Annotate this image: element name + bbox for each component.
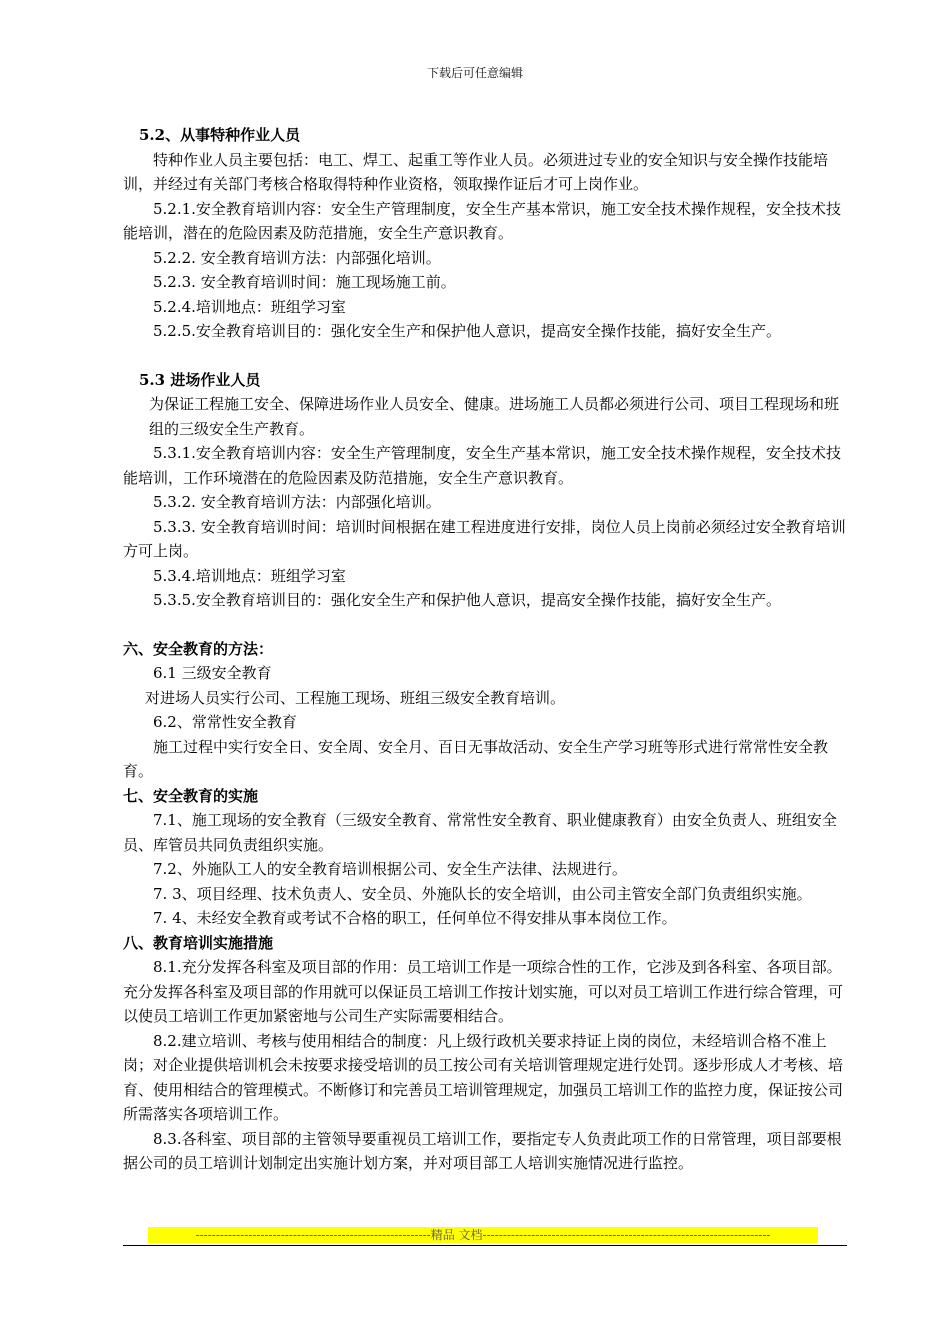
paragraph: 6.1 三级安全教育 — [153, 664, 272, 682]
paragraph: 7. 4、未经安全教育或考试不合格的职工，任何单位不得安排从事本岗位工作。 — [153, 909, 677, 927]
paragraph: 5.3.3. 安全教育培训时间：培训时间根据在建工程进度进行安排，岗位人员上岗前必须经过安全教育培训方可上岗。 — [123, 517, 846, 560]
section-heading: 七、安全教育的实施 — [123, 786, 259, 805]
paragraph: 8.1.充分发挥各科室及项目部的作用：员工培训工作是一项综合性的工作，它涉及到各科室、各项目部。充分发挥各科室及项目部的作用就可以保证员工培训工作按计划实施，可以对员工培训工作进行综合管理，可以使员工培训工作更加紧密地与公司生产实际需要相结合。 — [123, 958, 844, 1025]
paragraph: 为保证工程施工安全、保障进场作业人员安全、健康。进场施工人员都必须进行公司、项目工程现场和班组的三级安全生产教育。 — [149, 395, 840, 438]
paragraph: 5.2.1.安全教育培训内容：安全生产管理制度，安全生产基本常识，施工安全技术操作规程，安全技术技能培训，潜在的危险因素及防范措施，安全生产意识教育。 — [123, 199, 841, 242]
paragraph: 7.1、施工现场的安全教育（三级安全教育、常常性安全教育、职业健康教育）由安全负责人、班组安全员、库管员共同负责组织实施。 — [123, 811, 837, 854]
section-heading: 八、教育培训实施措施 — [123, 933, 274, 952]
footer-rule — [123, 1245, 847, 1246]
paragraph: 对进场人员实行公司、工程施工现场、班组三级安全教育培训。 — [145, 688, 566, 707]
paragraph: 8.2.建立培训、考核与使用相结合的制度：凡上级行政机关要求持证上岗的岗位，未经培训合格不准上岗；对企业提供培训机会未按要求接受培训的员工按公司有关培训管理规定进行处罚。逐步形成人才考核、培育、使用相结合的管理模式。不断修订和完善员工培训管理规定，加强员工培训工作的监控力度，保证按公司所需落实各项培训工作。 — [123, 1031, 844, 1123]
paragraph: 5.2.4.培训地点：班组学习室 — [153, 297, 346, 316]
paragraph: 5.2.2. 安全教育培训方法：内部强化培训。 — [153, 248, 441, 267]
paragraph: 5.3.1.安全教育培训内容：安全生产管理制度，安全生产基本常识，施工安全技术操作规程，安全技术技能培训，工作环境潜在的危险因素及防范措施，安全生产意识教育。 — [123, 444, 841, 487]
paragraph: 5.3.4.培训地点：班组学习室 — [153, 566, 346, 585]
paragraph: 5.2.3. 安全教育培训时间：施工现场施工前。 — [153, 273, 456, 291]
paragraph: 5.3.2. 安全教育培训方法：内部强化培训。 — [153, 493, 441, 511]
paragraph: 8.3.各科室、项目部的主管领导要重视员工培训工作，要指定专人负责此项工作的日常管理，项目部要根据公司的员工培训计划制定出实施计划方案，并对项目部工人培训实施情况进行监控。 — [123, 1129, 842, 1172]
paragraph: 6.2、常常性安全教育 — [153, 713, 297, 731]
paragraph: 7. 3、项目经理、技术负责人、安全员、外施队长的安全培训，由公司主管安全部门负责组织实施。 — [153, 884, 812, 903]
paragraph: 5.3.5.安全教育培训目的：强化安全生产和保护他人意识，提高安全操作技能，搞好安全生产。 — [153, 591, 781, 609]
section-heading: 5.2、从事特种作业人员 — [139, 126, 301, 144]
footer-banner: ----------------------------------------------------------精品 文档----------------------------------------------------------------------- — [148, 1227, 818, 1243]
page-header: 下载后可任意编辑 — [426, 66, 523, 80]
section-heading: 5.3 进场作业人员 — [139, 370, 261, 389]
document-body — [123, 123, 849, 1176]
paragraph: 5.2.5.安全教育培训目的：强化安全生产和保护他人意识，提高安全操作技能，搞好安全生产。 — [153, 322, 781, 340]
paragraph: 7.2、外施队工人的安全教育培训根据公司、安全生产法律、法规进行。 — [153, 860, 627, 878]
section-heading: 六、安全教育的方法： — [123, 639, 274, 658]
paragraph: 施工过程中实行安全日、安全周、安全月、百日无事故活动、安全生产学习班等形式进行常常性安全教育。 — [123, 737, 829, 780]
paragraph: 特种作业人员主要包括：电工、焊工、起重工等作业人员。必须进过专业的安全知识与安全操作技能培训，并经过有关部门考核合格取得特种作业资格，领取操作证后才可上岗作业。 — [123, 150, 829, 193]
